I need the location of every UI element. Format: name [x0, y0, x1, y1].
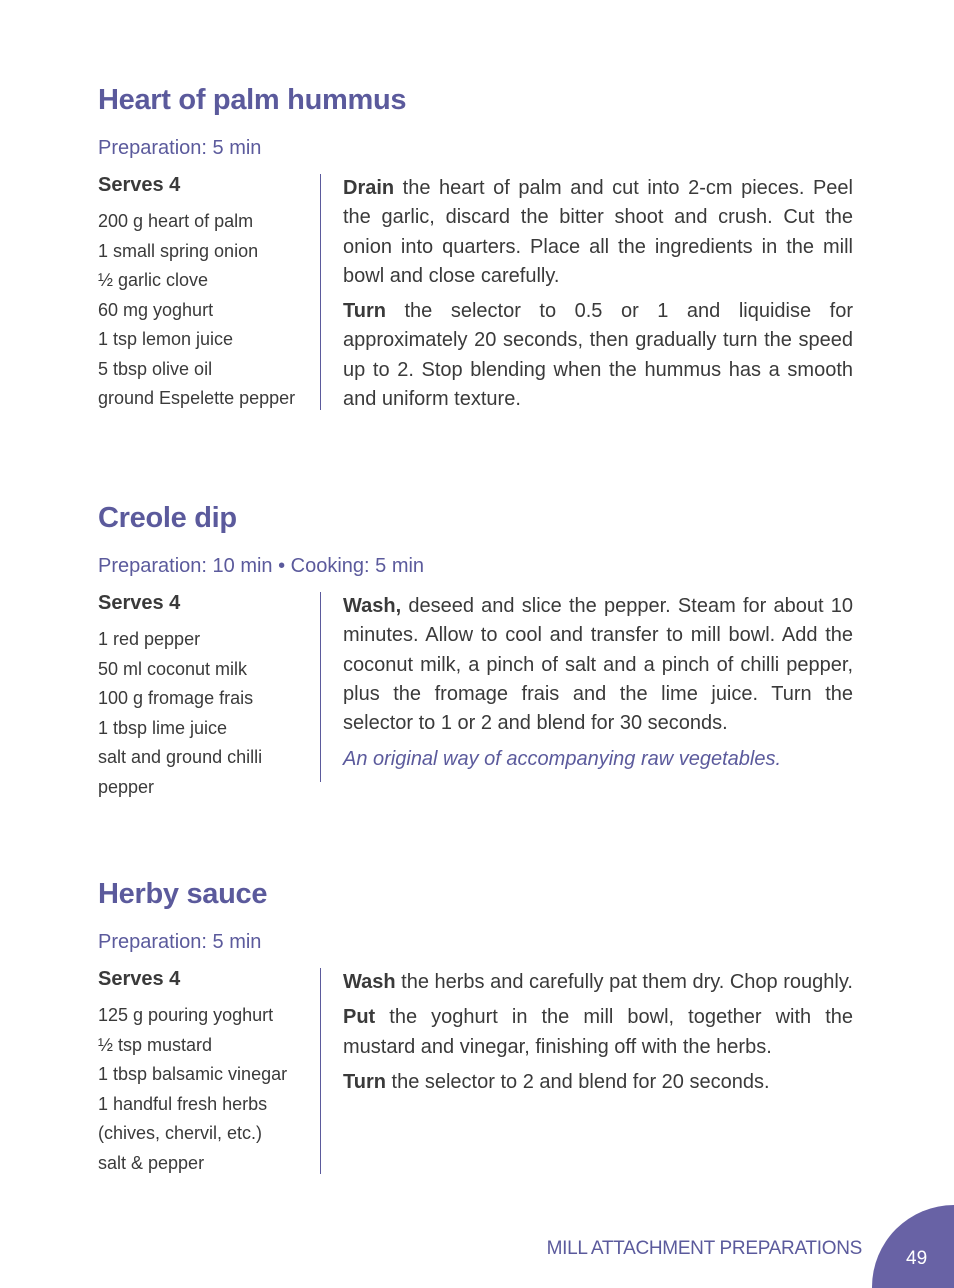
recipe-body — [98, 174, 854, 420]
recipe-body — [98, 968, 854, 1174]
ingredient-item: 1 red pepper — [98, 629, 201, 649]
method-column — [343, 592, 853, 782]
step-verb: Wash — [343, 971, 396, 993]
ingredient-item: 100 g fromage frais — [98, 688, 254, 708]
ingredient-item: 125 g pouring yoghurt — [98, 1005, 274, 1025]
method-step — [343, 174, 853, 291]
recipe-body — [98, 592, 854, 797]
method-step — [343, 297, 853, 414]
step-text: the herbs and carefully pat them dry. Chop roughly. — [395, 971, 853, 993]
step-verb: Turn — [343, 1070, 386, 1093]
step-verb: Put — [343, 1006, 376, 1029]
ingredient-item: 50 ml coconut milk — [98, 658, 248, 679]
recipe-creole-dip — [98, 502, 854, 797]
prep-time: Preparation: 5 min — [98, 137, 262, 159]
ingredients-column — [98, 592, 321, 797]
serves-label: Serves 4 — [98, 592, 181, 614]
method-column — [343, 174, 853, 420]
step-text: the selector to 0.5 or 1 and liquidise for approximately 20 seconds, then gradually turn the speed up to 2. Stop blending when the hummus has a smooth and uniform texture. — [343, 300, 853, 411]
step-text: the selector to 2 and blend for 20 seconds. — [385, 1070, 770, 1093]
ingredient-item: 1 tbsp lime juice — [98, 717, 228, 738]
ingredient-item: ½ garlic clove — [98, 270, 209, 290]
ingredient-item: 200 g heart of palm — [98, 211, 254, 231]
serves-label: Serves 4 — [98, 968, 181, 990]
prep-time: Preparation: 10 min • Cooking: 5 min — [98, 555, 425, 577]
method-column — [343, 968, 853, 1174]
section-footer: MILL ATTACHMENT PREPARATIONS — [546, 1238, 862, 1259]
ingredient-item: ground Espelette pepper — [98, 388, 296, 408]
ingredients-column — [98, 968, 321, 1174]
ingredient-item: salt & pepper — [98, 1152, 205, 1173]
ingredient-item: (chives, chervil, etc.) — [98, 1123, 263, 1143]
step-verb: Drain — [343, 177, 395, 199]
ingredient-item: ½ tsp mustard — [98, 1034, 213, 1055]
prep-time: Preparation: 5 min — [98, 931, 262, 953]
ingredient-item: 5 tbsp olive oil — [98, 358, 213, 379]
step-text: the heart of palm and cut into 2-cm pieces. Peel the garlic, discard the bitter shoot and crush. Cut the onion into quarters. Place all the ingredients in the mill bowl and close carefully. — [343, 177, 853, 287]
method-step — [343, 1068, 853, 1097]
method-step — [343, 1003, 853, 1062]
step-text: deseed and slice the pepper. Steam for about 10 minutes. Allow to cool and transfer to mill bowl. Add the coconut milk, a pinch of salt and a pinch of chilli pepper, plus the fromage frais and the lime juice. Turn the selector to 1 or 2 and blend for 30 seconds. — [343, 595, 853, 735]
page-number: 49 — [906, 1248, 928, 1269]
recipe-title: Herby sauce — [98, 878, 268, 910]
ingredient-item: 60 mg yoghurt — [98, 299, 214, 320]
ingredient-item: 1 tbsp balsamic vinegar — [98, 1064, 288, 1084]
ingredient-item: pepper — [98, 776, 155, 797]
ingredient-item: 1 tsp lemon juice — [98, 329, 234, 349]
ingredient-item: 1 small spring onion — [98, 240, 259, 261]
method-step — [343, 968, 853, 997]
step-verb: Turn — [343, 300, 386, 323]
recipe-title: Creole dip — [98, 502, 237, 534]
serves-label: Serves 4 — [98, 174, 181, 196]
recipe-tip: An original way of accompanying raw vegetables. — [343, 748, 782, 771]
page-number-tab — [872, 1205, 954, 1288]
ingredient-item: 1 handful fresh herbs — [98, 1093, 268, 1114]
method-step — [343, 592, 853, 738]
ingredient-item: salt and ground chilli — [98, 747, 263, 767]
recipe-title: Heart of palm hummus — [98, 84, 407, 116]
ingredients-column — [98, 174, 321, 410]
recipe-herby-sauce — [98, 878, 854, 1174]
recipe-heart-of-palm-hummus — [98, 84, 854, 420]
step-text: the yoghurt in the mill bowl, together with the mustard and vinegar, finishing off with the herbs. — [343, 1006, 853, 1058]
step-verb: Wash, — [343, 595, 402, 617]
